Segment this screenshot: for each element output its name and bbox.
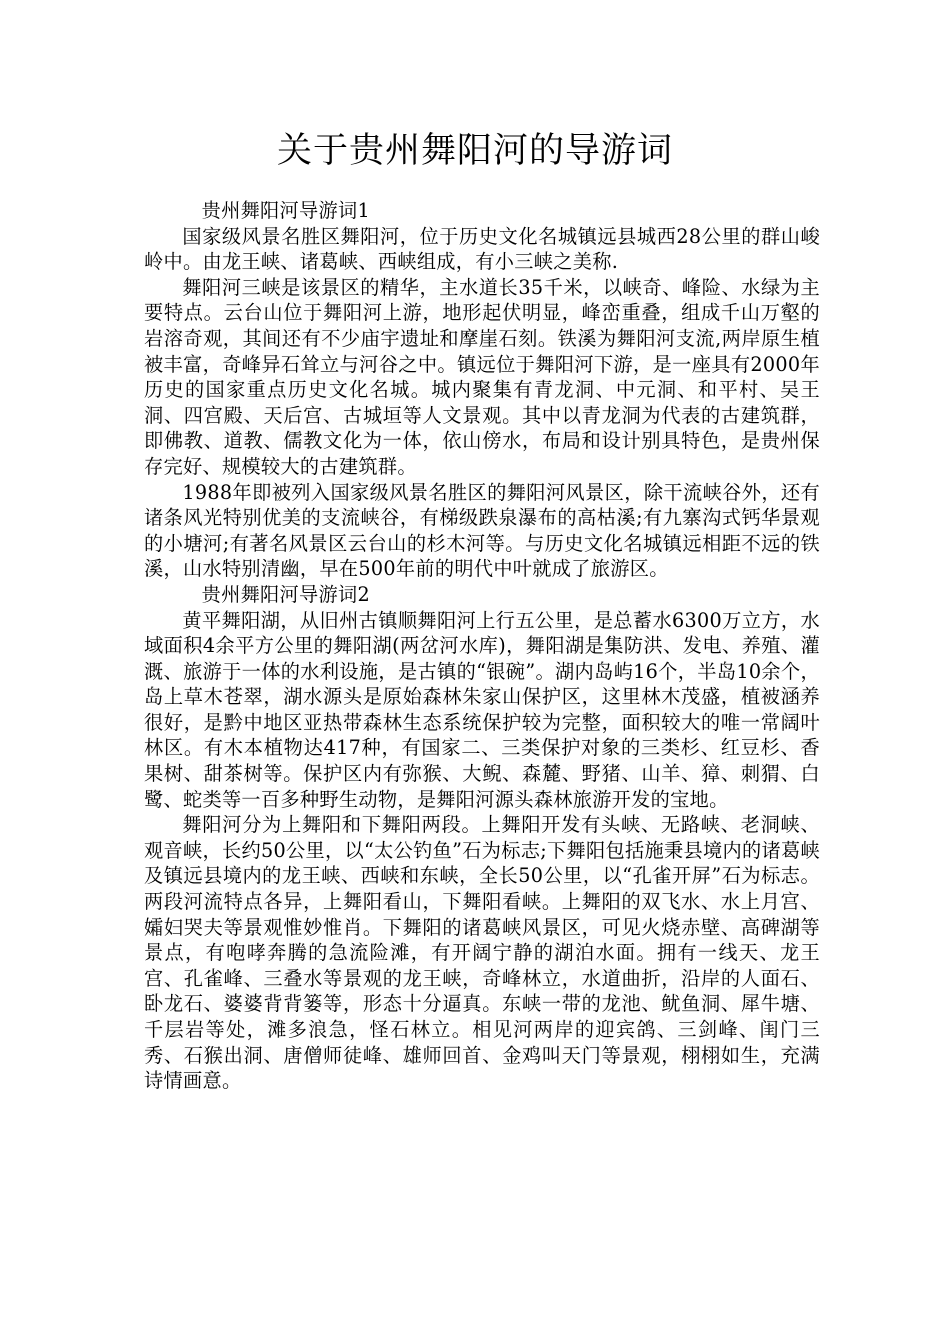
- section-heading-2: 贵州舞阳河导游词2: [201, 582, 371, 606]
- paragraph: 1988年即被列入国家级风景名胜区的舞阳河风景区，除干流峡谷外，还有诸条风光特别优美的支流峡谷，有梯级跌泉瀑布的高枯溪;有九寨沟式钙华景观的小塘河;有著名风景区云台山的杉木河等。与历史文化名城镇远相距不远的铁溪，山水特别清幽，早在500年前的明代中叶就成了旅游区。: [144, 480, 820, 581]
- section-heading-1: 贵州舞阳河导游词1: [201, 199, 371, 222]
- paragraph: 舞阳河三峡是该景区的精华，主水道长35千米，以峡奇、峰险、水绿为主要特点。云台山位于舞阳河上游，地形起伏明显，峰峦重叠，组成千山万壑的岩溶奇观，其间还有不少庙宇遗址和摩崖石刻。铁溪为舞阳河支流,两岸原生植被丰富，奇峰异石耸立与河谷之中。镇远位于舞阳河下游，是一座具有2000年历史的国家重点历史文化名城。城内聚集有青龙洞、中元洞、和平村、吴王洞、四宫殿、天后宫、古城垣等人文景观。其中以青龙洞为代表的古建筑群，即佛教、道教、儒教文化为一体，依山傍水，布局和设计别具特色，是贵州保存完好、规模较大的古建筑群。: [144, 275, 820, 478]
- paragraph: 黄平舞阳湖，从旧州古镇顺舞阳河上行五公里，是总蓄水6300万立方，水域面积4余平方公里的舞阳湖(两岔河水库)，舞阳湖是集防洪、发电、养殖、灌溉、旅游于一体的水利设施，是古镇的“银碗”。湖内岛屿16个，半岛10余个，岛上草木苍翠，湖水源头是原始森林朱家山保护区，这里林木茂盛，植被涵养很好，是黔中地区亚热带森林生态系统保护较为完整，面积较大的唯一常阔叶林区。有木本植物达417种，有国家二、三类保护对象的三类杉、红豆杉、香果树、甜茶树等。保护区内有弥猴、大鲵、森麓、野猪、山羊、獐、刺猬、白鹭、蛇类等一百多种野生动物，是舞阳河源头森林旅游开发的宝地。: [144, 608, 820, 811]
- document-body: [144, 198, 820, 1094]
- document-title: 关于贵州舞阳河的导游词: [276, 131, 673, 171]
- paragraph: 国家级风景名胜区舞阳河，位于历史文化名城镇远县城西28公里的群山峻岭中。由龙王峡、诸葛峡、西峡组成，有小三峡之美称.: [144, 224, 820, 274]
- paragraph: 舞阳河分为上舞阳和下舞阳两段。上舞阳开发有头峡、无路峡、老洞峡、观音峡，长约50公里，以“太公钓鱼”石为标志;下舞阳包括施秉县境内的诸葛峡及镇远县境内的龙王峡、西峡和东峡，全长50公里，以“孔雀开屏”石为标志。两段河流特点各异，上舞阳看山，下舞阳看峡。上舞阳的双飞水、水上月宫、孀妇哭夫等景观惟妙惟肖。下舞阳的诸葛峡风景区，可见火烧赤壁、高碑湖等景点，有咆哮奔腾的急流险滩，有开阔宁静的湖泊水面。拥有一线天、龙王宫、孔雀峰、三叠水等景观的龙王峡，奇峰林立，水道曲折，沿岸的人面石、卧龙石、婆婆背背篓等，形态十分逼真。东峡一带的龙池、鱿鱼洞、犀牛塘、千层岩等处，滩多浪急，怪石林立。相见河两岸的迎宾鸽、三剑峰、闺门三秀、石猴出洞、唐僧师徒峰、雄师回首、金鸡叫天门等景观，栩栩如生，充满诗情画意。: [144, 813, 820, 1093]
